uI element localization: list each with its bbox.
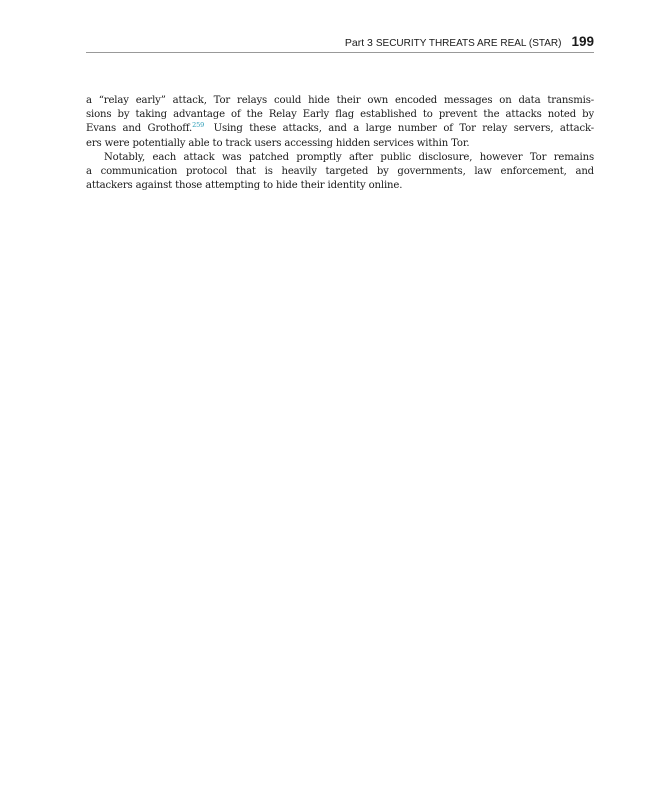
running-header xyxy=(86,34,594,52)
text-line: Notably, each attack was patched promptly after public disclosure, however Tor remains xyxy=(104,151,594,163)
text-line: attackers against those attempting to hide their identity online. xyxy=(86,180,403,192)
body-text xyxy=(86,94,594,193)
text-line-with-footnote xyxy=(86,122,594,136)
section-title: SECURITY THREATS ARE REAL (STAR) xyxy=(375,38,562,49)
text-line: ers were potentially able to track users accessing hidden services within Tor. xyxy=(86,137,470,149)
text-fragment: Evans and Grothoff. xyxy=(86,123,193,135)
page-number: 199 xyxy=(571,34,594,49)
paragraph-2 xyxy=(86,151,594,194)
part-label: Part 3 xyxy=(344,37,373,49)
text-line: a “relay early” attack, Tor relays could hide their own encoded messages on data transmis- xyxy=(86,95,594,106)
paragraph-1 xyxy=(86,94,594,151)
text-line: a communication protocol that is heavily targeted by governments, law enforcement, and xyxy=(86,166,594,178)
text-line: sions by taking advantage of the Relay Early flag established to prevent the attacks noted by xyxy=(86,109,594,121)
footnote-reference-link[interactable]: 259 xyxy=(192,122,205,130)
text-fragment: Using these attacks, and a large number of Tor relay servers, attack- xyxy=(213,123,594,135)
header-rule xyxy=(86,52,594,53)
